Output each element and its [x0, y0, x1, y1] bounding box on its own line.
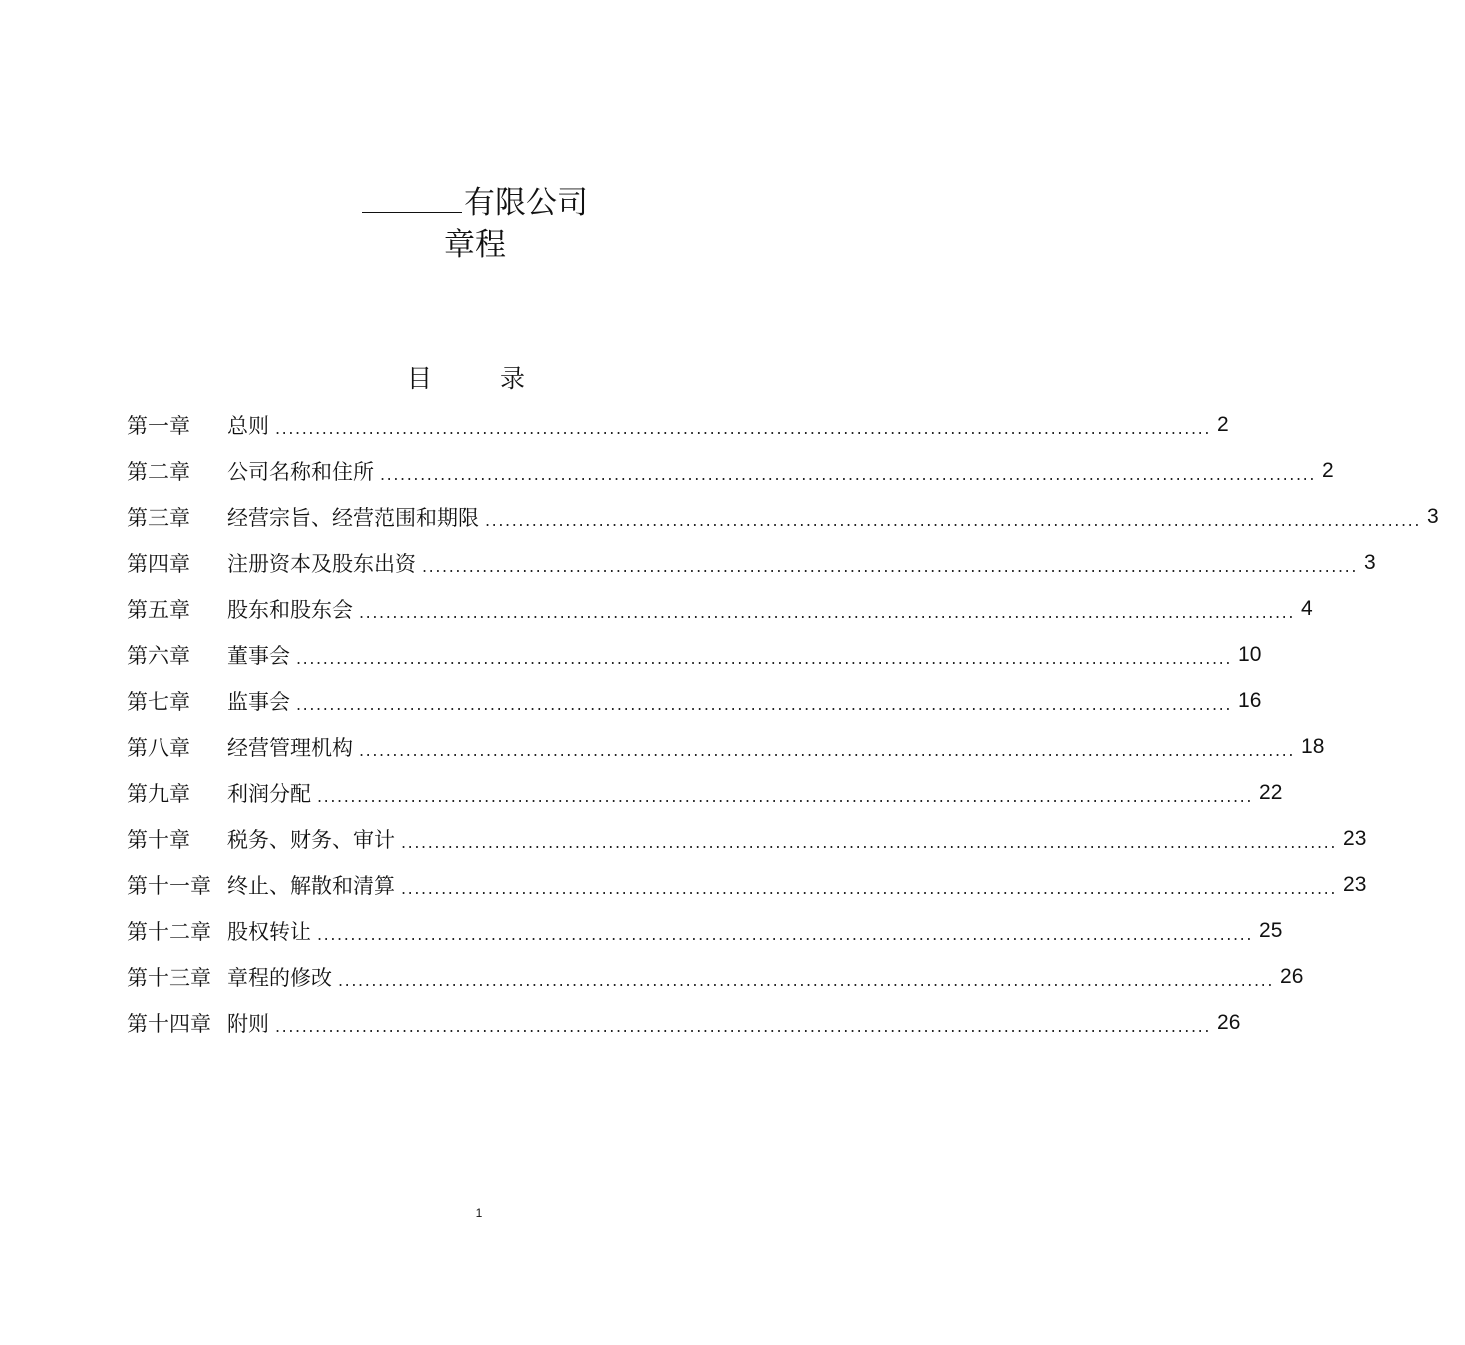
toc-entry[interactable]: [127, 770, 1283, 816]
toc-page-number: 16: [1238, 689, 1262, 712]
toc-page-number: 23: [1343, 827, 1367, 850]
toc-chapter-title: 注册资本及股东出资: [227, 552, 416, 576]
company-name-blank: [362, 178, 462, 213]
toc-dot-leader: ............................................................................................................................................: [485, 510, 1422, 530]
toc-page-number: 23: [1343, 873, 1367, 896]
toc-chapter-number: 第八章: [127, 736, 190, 760]
toc-page-number: 3: [1427, 505, 1439, 528]
toc-page-number: 3: [1364, 551, 1376, 574]
toc-chapter-number: 第一章: [127, 414, 190, 438]
toc-dot-leader: ............................................................................................................................................: [275, 1016, 1212, 1036]
toc-dot-leader: ............................................................................................................................................: [359, 602, 1296, 622]
toc-entry[interactable]: [127, 494, 1439, 540]
toc-dot-leader: ............................................................................................................................................: [380, 464, 1317, 484]
toc-chapter-number: 第十四章: [127, 1012, 211, 1036]
toc-dot-leader: ............................................................................................................................................: [401, 832, 1338, 852]
toc-chapter-number: 第十章: [127, 828, 190, 852]
toc-page-number: 4: [1301, 597, 1313, 620]
toc-entry[interactable]: [127, 540, 1376, 586]
page-number: 1: [475, 1206, 483, 1220]
toc-chapter-number: 第七章: [127, 690, 190, 714]
toc-chapter-title: 总则: [227, 414, 269, 438]
toc-dot-leader: ............................................................................................................................................: [359, 740, 1296, 760]
table-of-contents: [127, 402, 1439, 1046]
document-title-suffix: 有限公司: [464, 185, 588, 221]
toc-dot-leader: ............................................................................................................................................: [422, 556, 1359, 576]
toc-chapter-title: 附则: [227, 1012, 269, 1036]
toc-chapter-title: 股权转让: [227, 920, 311, 944]
toc-page-number: 25: [1259, 919, 1283, 942]
toc-dot-leader: ............................................................................................................................................: [296, 694, 1233, 714]
toc-dot-leader: ............................................................................................................................................: [317, 924, 1254, 944]
toc-entry[interactable]: [127, 954, 1304, 1000]
toc-page-number: 26: [1280, 965, 1304, 988]
toc-page-number: 10: [1238, 643, 1262, 666]
toc-chapter-number: 第九章: [127, 782, 190, 806]
toc-entry[interactable]: [127, 724, 1325, 770]
toc-chapter-title: 终止、解散和清算: [227, 874, 395, 898]
toc-entry[interactable]: [127, 586, 1313, 632]
toc-entry[interactable]: [127, 402, 1229, 448]
toc-dot-leader: ............................................................................................................................................: [338, 970, 1275, 990]
toc-entry[interactable]: [127, 862, 1367, 908]
toc-chapter-title: 监事会: [227, 690, 290, 714]
toc-page-number: 22: [1259, 781, 1283, 804]
toc-dot-leader: ............................................................................................................................................: [296, 648, 1233, 668]
toc-chapter-title: 章程的修改: [227, 966, 332, 990]
document-subtitle: 章程: [444, 227, 506, 263]
toc-page-number: 2: [1217, 413, 1229, 436]
toc-dot-leader: ............................................................................................................................................: [317, 786, 1254, 806]
toc-dot-leader: ............................................................................................................................................: [401, 878, 1338, 898]
toc-chapter-number: 第十二章: [127, 920, 211, 944]
toc-entry[interactable]: [127, 632, 1262, 678]
toc-entry[interactable]: [127, 816, 1367, 862]
toc-entry[interactable]: [127, 1000, 1241, 1046]
toc-entry[interactable]: [127, 908, 1283, 954]
toc-chapter-title: 股东和股东会: [227, 598, 353, 622]
toc-chapter-title: 董事会: [227, 644, 290, 668]
toc-dot-leader: ............................................................................................................................................: [275, 418, 1212, 438]
toc-chapter-title: 公司名称和住所: [227, 460, 374, 484]
toc-chapter-number: 第十一章: [127, 874, 211, 898]
toc-page-number: 2: [1322, 459, 1334, 482]
toc-chapter-number: 第六章: [127, 644, 190, 668]
toc-chapter-title: 经营宗旨、经营范围和期限: [227, 506, 479, 530]
toc-chapter-number: 第十三章: [127, 966, 211, 990]
toc-entry[interactable]: [127, 448, 1334, 494]
toc-heading: 目 录: [407, 364, 555, 393]
toc-chapter-title: 经营管理机构: [227, 736, 353, 760]
toc-chapter-number: 第二章: [127, 460, 190, 484]
toc-chapter-number: 第三章: [127, 506, 190, 530]
toc-page-number: 26: [1217, 1011, 1241, 1034]
toc-chapter-title: 利润分配: [227, 782, 311, 806]
toc-chapter-number: 第四章: [127, 552, 190, 576]
document-title: [0, 178, 950, 224]
toc-chapter-number: 第五章: [127, 598, 190, 622]
toc-chapter-title: 税务、财务、审计: [227, 828, 395, 852]
toc-page-number: 18: [1301, 735, 1325, 758]
toc-entry[interactable]: [127, 678, 1262, 724]
